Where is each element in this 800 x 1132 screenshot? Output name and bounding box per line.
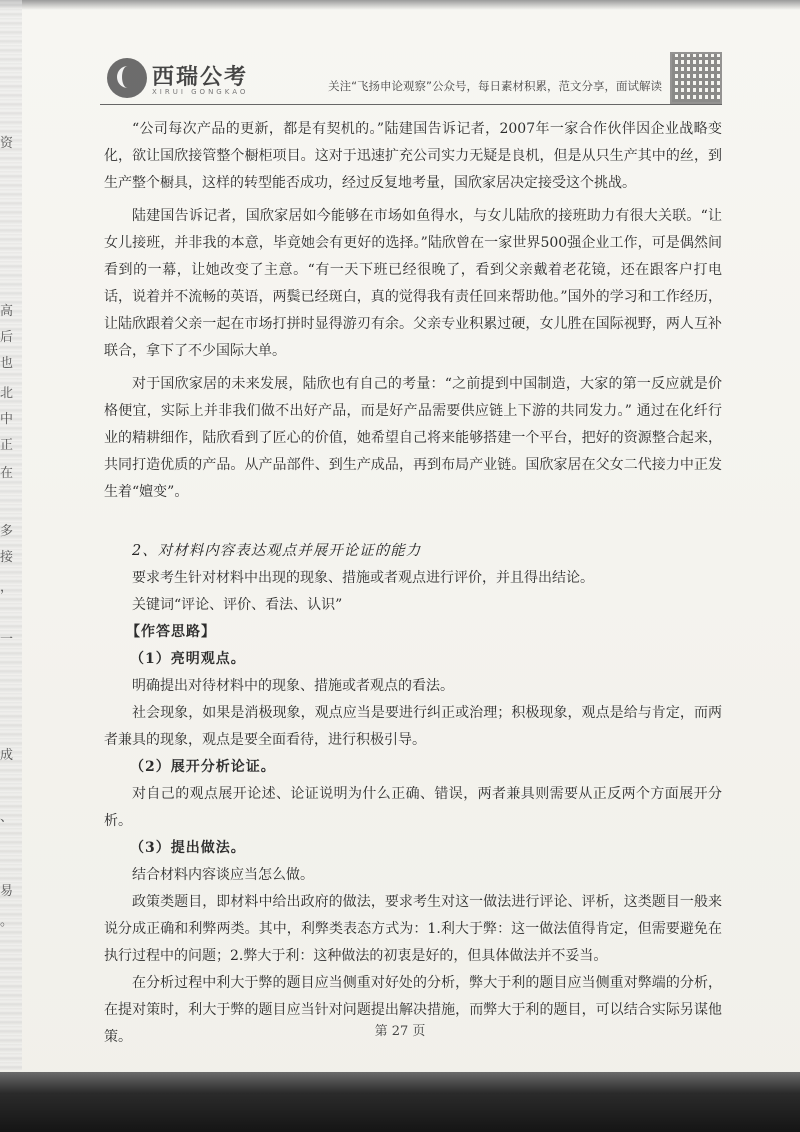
answer-approach-title: 【作答思路】	[126, 624, 216, 640]
page-number: 第 27 页	[374, 1024, 426, 1039]
scan-bottom-band	[0, 1072, 800, 1132]
step-heading: （2）展开分析论证。	[130, 759, 276, 775]
step-body: 在分析过程中利大于弊的题目应当侧重对好处的分析，弊大于利的题目应当侧重对弊端的分析，在提对策时，利大于弊的题目应当针对问题提出解决措施，而弊大于利的题目，可以结合实际另谋他策。	[104, 975, 722, 1045]
margin-char: 。	[0, 914, 14, 929]
scan-top-shadow	[0, 0, 800, 10]
margin-char: 高	[0, 304, 14, 319]
margin-char: 也	[0, 356, 14, 371]
step-body: 结合材料内容谈应当怎么做。	[132, 867, 314, 883]
margin-char: 中	[0, 412, 14, 427]
margin-char: 接	[0, 550, 14, 565]
page-header	[92, 52, 722, 102]
margin-char: 在	[0, 466, 14, 481]
margin-char: 多	[0, 524, 14, 539]
step-body: 政策类题目，即材料中给出政府的做法，要求考生对这一做法进行评论、评析，这类题目一般来说分成正确和利弊两类。其中，利弊类表态方式为：1.利大于弊：这一做法值得肯定，但需要避免在执行过程中的问题；2.弊大于利：这种做法的初衷是好的，但具体做法并不妥当。	[104, 894, 722, 964]
step-heading: （1）亮明观点。	[130, 651, 246, 667]
section-intro: 要求考生针对材料中出现的现象、措施或者观点进行评价，并且得出结论。	[132, 570, 594, 586]
paragraph: 对于国欣家居的未来发展，陆欣也有自己的考量：“之前提到中国制造，大家的第一反应就是价格便宜，实际上并非我们做不出好产品，而是好产品需要供应链上下游的共同发力。” 通过在化纤行业的精耕细作，陆欣看到了匠心的价值，她希望自己将来能够搭建一个平台，把好的资源整合起来，共同打造优质的产品。从产品部件、到生产成品，再到布局产业链。国欣家居在父女二代接力中正发生着“嬗变”。	[104, 376, 722, 500]
step-body: 对自己的观点展开论述、论证说明为什么正确、错误，两者兼具则需要从正反两个方面展开分析。	[104, 786, 722, 829]
page-body	[104, 116, 722, 1051]
paragraph: 陆建国告诉记者，国欣家居如今能够在市场如鱼得水，与女儿陆欣的接班助力有很大关联。“让女儿接班，并非我的本意，毕竟她会有更好的选择。”陆欣曾在一家世界500强企业工作，可是偶然间看到的一幕，让她改变了主意。“有一天下班已经很晚了，看到父亲戴着老花镜，还在跟客户打电话，说着并不流畅的英语，两鬓已经斑白，真的觉得我有责任回来帮助他。”国外的学习和工作经历，让陆欣跟着父亲一起在市场打拼时显得游刃有余。父亲专业积累过硬，女儿胜在国际视野，两人互补联合，拿下了不少国际大单。	[104, 208, 722, 359]
margin-char: 正	[0, 438, 14, 453]
brand-name: 西瑞公考	[152, 65, 249, 90]
step-heading: （3）提出做法。	[130, 840, 246, 856]
paragraph: “公司每次产品的更新，都是有契机的。”陆建国告诉记者，2007年一家合作伙伴因企业战略变化，欲让国欣接管整个橱柜项目。这对于迅速扩充公司实力无疑是良机，但是从只生产其中的丝，到生产整个橱具，这样的转型能否成功，经过反复地考量，国欣家居决定接受这个挑战。	[104, 121, 722, 191]
margin-char: 易	[0, 884, 14, 899]
margin-char: 资	[0, 136, 14, 151]
brand-logo-icon	[107, 58, 147, 98]
margin-char: 后	[0, 330, 14, 345]
margin-char: 、	[0, 810, 14, 825]
brand-subtitle: XIRUI GONGKAO	[152, 88, 249, 96]
step-body: 明确提出对待材料中的现象、措施或者观点的看法。	[132, 678, 454, 694]
margin-char: 成	[0, 748, 14, 763]
header-note: 关注“飞扬申论观察”公众号，每日素材积累，范文分享，面试解读	[328, 79, 662, 93]
margin-char: 一	[0, 632, 14, 647]
margin-char: 北	[0, 386, 14, 401]
section-keywords: 关键词“评论、评价、看法、认识”	[132, 597, 343, 613]
step-body: 社会现象，如果是消极现象，观点应当是要进行纠正或治理；积极现象，观点是给与肯定，而两者兼具的现象，观点是要全面看待，进行积极引导。	[104, 705, 722, 748]
header-divider	[100, 104, 722, 105]
qr-code-icon	[670, 52, 722, 104]
margin-char: ，	[0, 580, 14, 595]
section-title: 2、对材料内容表达观点并展开论证的能力	[132, 543, 422, 559]
